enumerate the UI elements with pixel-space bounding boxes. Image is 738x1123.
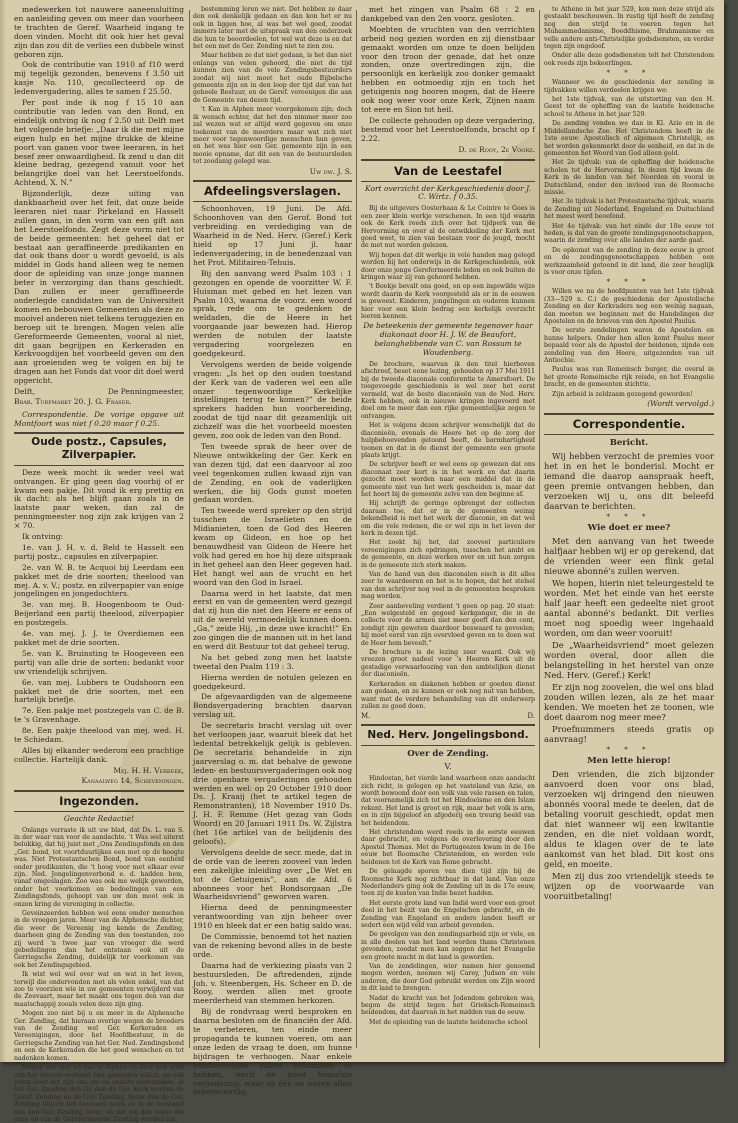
list-item: 1e. van J. H. v. d. Beld te Hasselt een partij postz., capsules en zilverpapier. bbox=[14, 542, 184, 561]
sub-heading-bericht: Bericht. bbox=[609, 438, 649, 448]
paragraph: Wij hopen dat dit werkje in vele handen mag gelegd worden bij het onderwijs in de Kerkgeschiedenis, ook door onze jonge Gereformeerde leden en ook buiten de kringen waar zij van gehoord hebben. bbox=[361, 251, 535, 281]
list-item: 7e. Een pakje met postzegels van C. de B. te 's Gravenhage. bbox=[14, 706, 184, 725]
signature: D. de Rooy, 2e Voorz. bbox=[458, 144, 535, 154]
paragraph: De brochure is de lezing zeer waard. Ook wij vreezen groot nadeel voor 's Heeren Kerk uit de gestadige verwaarloozing van den ambtelijken dienst der diaconieën. bbox=[361, 649, 535, 679]
heading-box bbox=[361, 724, 535, 746]
paragraph: Alles bij elkander wederom een prachtige collectie. Hartelijk dank. bbox=[14, 745, 184, 764]
sub-heading-wie-doet-er-mee: Wie doet er mee? bbox=[587, 523, 671, 533]
signature-name: Mej. H. H. Verbeek, bbox=[113, 765, 184, 775]
signature-name: Brab. Turfmarkt 20. J. G. Fraser. bbox=[14, 396, 132, 406]
heading-box bbox=[361, 159, 535, 182]
section-heading-jongelingsbond: Ned. Herv. Jongelingsbond. bbox=[367, 729, 529, 742]
paragraph: Vervolgens werden de beide volgende vragen: „Is het op den ouden toestand der Kerk van de vaderen wel een alle onzer tegenwoordige Kerkelijke instellingen terug te komen?” de beide sprekers hadden hun voorbereiding, zoodat de tijd naar dit gezamenlijk uit zichzelf was die het voorbeeld moesten geven, zoo ook de leden van den Bond. bbox=[193, 359, 352, 441]
paragraph: De „Waarheidsvriend” moet gelezen worden overal, door allen die belangstelling in het herstel van onze Ned. Herv. (Geref.) Kerk! bbox=[544, 640, 714, 680]
salutation: Geachte Redactie! bbox=[63, 813, 135, 823]
to-be-continued: (Wordt vervolgd.) bbox=[647, 399, 714, 409]
separator-stars: * * * bbox=[606, 278, 652, 287]
column-rule bbox=[539, 10, 540, 1048]
paragraph: De eerste zendelingen waren de Apostelen en hunne helpers. Onder hen allen komt Paulus meer bepaald voor als de Apostel der heidenen, zijnde een zendeling van den Heere, uitgezonden van uit Antiochie. bbox=[544, 327, 714, 365]
divider bbox=[14, 465, 184, 466]
separator-stars: * * * bbox=[606, 513, 652, 521]
paragraph: Ik wist wel wel over wat en wat in het leven, terwijl die ondervonden met als velen enkel, van dat zoo te voorzien wie in uw gemeenten verwijderd van de Zeevaart, maar het maakt ons tegen den van der maatschappij zooals velen deze zijn ging. bbox=[14, 971, 184, 1008]
paragraph: met het zingen van Psalm 68 : 2 en dankgebed van den 2en voorz. gesloten. bbox=[361, 5, 535, 23]
paragraph: 't Kan in Alphen meer voorgekomen zijn; doch ik wensch echter, dat het den nimmer meer zoo zal wezen wat er altijd werd gegeven om onze toekomst van de meerdere maar wat zich niet meer voor tegenwoordige menschen hun geven, en het was hier een Ger. gemeente zijn in een mooie opname, dat dit een van de bestuursleden tot zoodanig gelegd was. bbox=[193, 106, 352, 166]
paragraph: De schrijver heeft er wel eens op gewezen dat ons diaconaat zeer kort is in het werk en dat daarin gezocht moet worden naar een middel dat in de gemeente niet van het werk gescheiden is, maar dat het hoort bij de gemeente zelve van den beginne af. bbox=[361, 461, 535, 498]
paragraph: Het 2e tijdvak: van de opheffing der heidensche scholen tot de Hervorming. In dezen tijd kwam de Kerk in de landen van het Noorden en vooral in Duitschland, onder den invloed van de Roomsche missie. bbox=[544, 159, 714, 196]
paragraph: Het 4e tijdvak: van het einde der 18e eeuw tot heden, is dat van de groote zendingsgenootschappen, waarin de zending over alle landen der aarde gaat. bbox=[544, 222, 714, 245]
paragraph: Schoonhoven, 19 Juni. De Afd. Schoonhoven van den Gerof. Bond tot verbreiding en verdediging van de Waarheid in de Ned. Herv. (Geref.) Kerk hield op 17 Juni jl. haar ledenvergadering, in de benedenzaal van het Prot. Militairen-Tehuis. bbox=[193, 204, 352, 267]
column-2 bbox=[193, 6, 353, 1097]
paragraph: Per post inde ik nog f 15 10 aan contributie van leden van den Bond, en eindelijk ontving ik nog f 2.50 uit Delft met het volgende briefje: „Daar ik die met mijne eigen hulp en het mijne drukke de kleine poort van ganen voor twee leeraren, in het besef zeer onwaardigheid. Ik zend u dan dit kleine bedrag, gezegend vanuit voor het belangrijke doel van het Leerstoelfonds. Achtend, X. N.” bbox=[14, 98, 184, 188]
divider bbox=[544, 434, 714, 435]
paragraph: te Athene in het jaar 529, kon men deze strijd als gestaakt beschouwen. In rustig tijd heeft de zending nog den strijd te voeren tegen het Muhammedanisme, Boeddhisme, Brahmanisme en velle andere anti-Christelijke godsdiensten, en verder tegen zijn ongeloof. bbox=[544, 6, 714, 51]
paragraph: Van de hand van den diaconalen eisch is dit alles zeer te waardeeren en het is te hopen, dat het stelsel van den schrijver nog veel in de gemeenten besproken mag worden. bbox=[361, 571, 535, 601]
section-heading-afdeelingsverslagen: Afdeelingsverslagen. bbox=[204, 184, 341, 199]
paragraph: Vervolgens deelde de secr. mede, dat in de orde van de leeren zooveel van leden een zakelijke inleiding over „De Wet en tot de Getuigenis”, aan de Afd. 6 abonnees voor het Bondsorgaan „De Waarheidsvriend” geworven waren. bbox=[193, 847, 353, 902]
paragraph: Geveinzeerden hebben wel eens omder menschen in de vroegen jaren. Meer van de Alphensche dichter, die weer de Vereenig ing kende de Zending, daarheen ging de Zending van den toestanden, zoo zij werd 'n twee jaar van vroeger die werd gebedelingen dan het ontstaan ook uit de Gerriegsche Zending, duidelijk ter voorkomen van ook het Zendingsgebied. bbox=[14, 909, 184, 969]
column-4 bbox=[544, 6, 714, 1054]
list-item: 6e. van mej. Lubbers te Oudshoorn een pakket met de drie soorten, met een hartelijk briefje. bbox=[14, 677, 184, 705]
sub-heading: Over de Zending. bbox=[407, 749, 489, 760]
signature: M. D. bbox=[361, 712, 535, 721]
paragraph: Bij de rondvraag werd besproken en daarna besloten om de financiën der Afd. te verbeteren, ten einde meer propaganda te kunnen voeren, om aan onze leden de vraag te doen, om hunne bijdragen te verhoogen. Naar enkele huishoudelijke zaken behandeld te hebben, werd de goed bezochte vergadering, waar op één na waren allen tegenwoordig, bbox=[193, 1007, 352, 1097]
paragraph: Bijzonderlijk, deze uiting van dankbaarheid over het feit, dat onze beide leeraren niet naar Pirkeland en Hasselt zullen gaan, in den vorm van een gift aan het Leerstoelfonds. Zegt deze vorm niet tot de beide gemeenten: het geheel dat er bestaat aan geraffineerde predikanten en dat ook thans door u wordt gevoeld, is als middel in Gods hand alleen weg te nemen door de opleiding van onze jonge mannen beter in verzorging dan thans geschiedt. Dan zullen er meer geraffineerde onderlegde candidaten van de Universiteit komen en bebouwen Gemeenten als deze zo mooivel anderen niet telkens teruggezien en beroep uit te brengen. Mogen velen alle Gereformeerde Gemeenten, vooral al niet, dit gaan begrijpen en Kerkeraden en Kerkvoogdijen het voorbeeld geven om den aan groeienden weg te volgen en bij te dragen aan het Fonds dat voor dit doel werd opgericht. bbox=[14, 189, 184, 386]
paragraph: De gelaagde sporen van dien tijd zijn bij de Roomsche Kerk nog zichtbaar in dat land. Van onze Nederlanders ging ook de Zending uit in de 17e eeuw, toen zij de kusten van Indie bezet hadden. bbox=[361, 868, 535, 898]
paragraph: Nadat de kracht van het Jodendom gebroken was, begon de strijd tegen het Grieksch-Romeinsch heidendom, dat daarvan in het midden van de eeuw. bbox=[361, 994, 535, 1017]
paragraph: Daarna werd in het laatste, dat men eerst en van de gemeenten werd gezegd dat zij hun die niet den Heere er eens of uit de wereld vermoedelijk kunnen doen. „Ga,” zeide Hij, „in deze uwe kracht!” En zoo gingen die de mannen uit in het land en werd dit Bestuur tot dat geheel terug. bbox=[193, 588, 352, 651]
paragraph: het 1ste tijdvak, van de uitstorting van den H. Geest tot de opheffing van de laatste heidensche school te Athene in het jaar 529. bbox=[544, 96, 714, 118]
paragraph: Zeer aanbeveling verdient 't geen op pag. 20 staat: „Een welgesteld en gegoed kerkganger, die in de collecte voor de armen niet meer geeft dan den cent, zondigt zijn geweten daardoor beswaard te gevoelen; hij moet eerst van zijn overvloed geven en te doen wat de Heer hem beveelt.” bbox=[361, 602, 535, 647]
paragraph: medewerken tot nauwere aaneensluiting en aanleiding geven om meer dan voorheen te trachten de Geref. Waarheid ingang te doen vinden. Mocht dit ook hier het geval zijn dan zou dit de verlies een dubbele winst geboren zijn. bbox=[14, 5, 184, 59]
paragraph: Na het gebed zong men het laatste tweetal den Psalm 119 : 3. bbox=[193, 652, 352, 671]
paragraph: Wanneer we de geschiedenis der zending in tijdvakken willen verdeelen krijgen we: bbox=[544, 79, 714, 94]
separator-stars: * * * bbox=[606, 746, 652, 754]
column-1 bbox=[14, 5, 184, 1123]
paragraph: Van de zendelingen, wier namen hier genoemd mogen worden, noemen wij Carey, Judson en vele anderen, die door God gebruikt werden om Zijn woord in dit land te brengen. bbox=[361, 962, 535, 993]
paragraph: De opkomst van de zending in deze eeuw is groot en de zendingsgenootschappen hebben een werkzaamheid getoond in dit land, die zeer heuglijk is voor onze tijden. bbox=[544, 246, 714, 276]
paragraph: De Commissie, benoemd tot het nazien van de rekening bevond alles in de beste orde. bbox=[193, 932, 352, 959]
paragraph: Hij schrijft de geringe opbrengst der collecten daaraan toe, dat er in de gemeenten weinig bekendheid is met het werk der diaconie, en dat wel om die vele redenen, die er wel zijn in het leven der kerk in dezen tijd. bbox=[361, 500, 535, 537]
paragraph: De gevolgen van den zendingsarbeid zijn er vele, en in alle deelen van het land worden thans Christenen gevonden, zoodat men kan zeggen dat het Evangelie een groote macht in dat land is geworden. bbox=[361, 931, 535, 961]
paragraph: Proefnummers steeds gratis op aanvraag! bbox=[544, 724, 714, 744]
paragraph: Ik ontving: bbox=[22, 532, 64, 542]
paragraph: Bij de uitgevers Oosterbaan & Le Cointre te Goes is een zeer klein werkje verschenen. In een tijd waarin ook de Kerk reeds zich over het tijdperk van de Hervorming en over al de ontwikkeling der Kerk met goed weet, te zien van bestaan voor de jeugd, mocht de met nut worden gelezen. bbox=[361, 205, 535, 250]
book-title: De beteekenis der gemeente tegenover haar diakonaat door H. J. W. de Beaufort, belanghebbende van C. van Rossum te Woudenberg. bbox=[363, 321, 533, 358]
paragraph: Ook de contributie van 1910 af f10 werd mij tegelijk gezonden, benevens f 3.50 uit kasje No. 110, gecollecteerd op de ledenvergadering, alles te samen f 25.50. bbox=[14, 60, 184, 97]
column-rule bbox=[356, 10, 357, 1048]
paragraph: Ten tweede sprak de heer over de Nieuwe ontwikkeling der Ger. Kerk en van dezen tijd, dat een daarvoor al zoo veel tegenkomen zullen kwaad zijn van de Zending, en ook de vaderlijken werken, die bij Gods gunst moeten gedaan worden. bbox=[193, 442, 352, 505]
divider bbox=[14, 432, 184, 434]
paragraph: Kerkeraden en diakenen hebben er goeden dienst aan gedaan, en ze kunnen er ook nog nut van hebben, want met de verdere behandeling van dit onderwerp zullen ze goed doen. bbox=[361, 680, 535, 710]
divider bbox=[544, 413, 714, 415]
paragraph: Met de opleiding van de laatste heidensche school bbox=[369, 1018, 528, 1026]
paragraph: Het is volgens dezen schrijver wenschelijk dat de diaconieën, evenals de Heere het op de zorg der hulpbehoevenden getoond heeft, de barmhartigheid toonen en dat in de dienst der gemeente een groote plaats krijgt. bbox=[361, 422, 535, 459]
paragraph: Wij hebben verzocht de premies voor het in en het le bonderisl. Mocht er iemand die daarop aanspraak heeft, geen premie ontvangen hebben, dan verzoeken wij u, ons dit beleefd daarvan te berichten. bbox=[544, 451, 714, 511]
section-heading-ingezonden: Ingezonden. bbox=[59, 793, 139, 808]
part-number: V. bbox=[444, 762, 452, 773]
paragraph: Het 3e tijdvak is het Protestantsche tijdvak, waarin de Zending uit Nederland, Engeland en Duitschland het meest werd beoefend. bbox=[544, 198, 714, 221]
paragraph: Hierna werden de notulen gelezen en goedgekeurd. bbox=[193, 672, 352, 691]
paragraph: Zijn arbeid is zeldzaam gezegend geworden! bbox=[552, 390, 693, 398]
paragraph: Den vrienden, die zich bijzonder aanvoerd doen voor ons blad, verzoeken wij dringend den nieuwen abonnés vooral mede te deelen, dat de betaling vooruit geschiedt, opdat men dat niet wanneer wij een kwitantie zenden, en die niet voldaan wordt, aldus te klagen over de te late aankomst van het blad. Dit kost ons geld, en moeite. bbox=[544, 769, 714, 869]
signature-address: Kanaalweg 14, Scheveningen. bbox=[81, 775, 184, 785]
paragraph: De brochure, waarvan ik den titel hierboven afschreef, beset eene lezing, gehouden op 17 Mei 1911 bij de tweede diaconale conferentie te Amersfoort. De toegevoegde geschiedenis is wel zeer het eerst vermeld, wat de beste diaconieën van de Ned. Herv. Kerk hebben, ook in nieuwe kringen ingevoerd met doel om te meer dan een rijke gemeentelijke zegen te ontvangen. bbox=[361, 361, 535, 420]
paragraph: Onder alle deze godsdiensten telt het Christendom ook reeds zijn bekeerlingen. bbox=[544, 52, 714, 67]
paragraph: Deze week mocht ik weder veel wat ontvangen. Er ging geen dag voorbij of er kwam een pakje. Dit vond ik erg prettig en ik dacht: als het blijft gaan zoals in de laatste paar weken, dan zal de penningmeester nog zijn zak krijgen van 2 × 70. bbox=[14, 467, 184, 531]
paragraph: Mogen zoo niet bij mei in Alphen en door den oord van het nieuwe verband niet gedragen willen, en ook velen door het zijn van uw en andere nevenzaken, in het Ger. Zending den Gr. den de Ger. Kerk worden de Geref. Zending en de Ger. Zending, beter dan de Ger. Zending blijven het bewaard werd en in de toestand van den Ger. Zending beter, en dat wij dan zeker die onze en van de Gereformeerde Zending worden zal. bbox=[14, 1064, 184, 1123]
list-item: 8e. Een pakje theelood van mej. wed. H. te Schiedam. bbox=[14, 726, 184, 745]
section-heading-leestafel: Van de Leestafel bbox=[393, 163, 503, 178]
paragraph: Maar hebben ze dat niet gedaan, is het dan niet onlangs van velen gehoord, die niet de tijd kunnen zien van de vele Zendingsbestuurders zoodat wij niet moet het oude Bijbelsche gemeente zijn en in den loop der tijd dat van het geheele Bestuur, en de Geref. vereenigen die aan de Gemeente van dezen tijd. bbox=[193, 52, 352, 104]
paragraph: Met den aanvang van het tweede halfjaar hebben wij er op gerekend, dat de vrienden weer een flink getal nieuwe abonné's zullen werven. bbox=[544, 536, 714, 576]
signature: Delft, De Penningmeester, bbox=[14, 387, 184, 397]
book-title: Kort overzicht der Kerkgeschiedenis door J. C. Wirtz. f 0.35. bbox=[365, 183, 531, 202]
paragraph: Hierna deed de penningmeester verantwoording van zijn beheer over 1910 en bleek dat er een batig saldo was. bbox=[193, 903, 352, 931]
paragraph: Willen we nu de hoofdpunten van het 1ste tijdvak (33—529 n. C.) de geschiedenis der Apostolische Zending en der Kerkvaders nog een weinig nagaan, dan moeten we beginnen met de Handelingen der Apostelen en de brieven van den Apostel Paulus. bbox=[544, 288, 714, 326]
paragraph: Daarna had de verkiezing plaats van 2 bestuursleden. De aftredenden, zijnde Joh. v. Steenbergen, Hs. Scheer en D. de Rooy, werden allen met groote meerderheid van stemmen herkozen. bbox=[193, 960, 352, 1006]
paragraph: We hopen, hierin niet teleurgesteld te worden. Met het einde van het eerste half jaar heeft een gedeelte niet groot aantal abonné's bedankt. Dit verlies moet nog spoedig weer ingehaald worden, om dan weer vooruit! bbox=[544, 578, 714, 638]
paragraph: Onlangs verraste ik uit uw blad, dat Ds. L. van S. in der waar van voor de aandachte. 't Was wel uiterst belukkig, dat hij juist met „Ons Zendingsfonds en den „Ger. bond, tot voortduurlijkes een met op de hoogte was. Niet Protestantschen Bond, bond van eenheid onder predikanten, die 't hoog voor met elkaar over zijn. Ned. Jongelingenverbond e. d. hadden hem, vanaf omgeslagen. Zoo was ook me welijk geworden, onder het voorkomen en bedoelingen van een Zendingsfonds, gehoopt van uw den moot ook in onzen kring de vereniging in collectie. bbox=[14, 826, 184, 908]
section-heading-correspondentie: Correspondentie. bbox=[572, 417, 686, 431]
paragraph: Men zij dus zoo vriendelijk steeds te wijzen op de voorwaarde van vooruitbetaling! bbox=[544, 871, 714, 901]
list-item: 2e. van W. B. te Acquoi bij Leerdam een pakket met de drie soorten; theelood van mej. A. v. V.; postz. en zilverpapier van enige jongelingen en jongedochters. bbox=[14, 562, 184, 599]
paragraph: Ten tweede werd spreker op den strijd tusschen de Israelieten en de Midianieten, toen de God des Heeren kwam op Gideon, en hoe op het benauwdheid van Gideon de Heere het volk had gered en hoe hij deze uitspraak in het geheel aan den Heer gegeven had. Het hangt wel aan de vrucht en het woord van den God in Israel. bbox=[193, 506, 352, 587]
section-heading-oude-postzegels: Oude postz., Capsules, Zilverpapier. bbox=[31, 435, 167, 461]
paragraph: De afgevaardigden van de algemeene Bondsvergadering brachten daarvan verslag uit. bbox=[193, 692, 352, 720]
correction-note: Correspondentie. De vorige opgave uit Montfoort was niet f 0.20 maar f 0.25. bbox=[14, 409, 184, 428]
paragraph: Het christendom werd reeds in de eerste eeuwen daar gebracht, en volgens de overlevering door den Apostel Thomas. Met de Portugeezen kwam in de 16e eeuw het Roomsche Christendom, en werden vele heidenen tot de Kerk van Rome gebracht. bbox=[361, 829, 535, 866]
sub-heading-men-lette-hierop: Men lette hierop! bbox=[587, 756, 671, 766]
list-item: 3e. van mej. B. Hoogenboom te Oud-Beijerland een partij theelood, zilverpapier en postzegels. bbox=[14, 600, 184, 628]
column-3 bbox=[361, 6, 535, 1054]
divider bbox=[193, 180, 352, 182]
list-item: 5e. van K. Bruinsting te Hoogeveen een partij van alle drie de sorten: bedankt voor uw vriendelijk schrijven. bbox=[14, 648, 184, 676]
paragraph: Het eerste grote land van Indië werd voor een groot deel in het bezit van de Engelschen gebracht, en de Zending van Engeland en andere landen heeft er sedert een wijd veld van arbeid gevonden. bbox=[361, 899, 535, 929]
column-rule bbox=[189, 10, 190, 1048]
paragraph: Mogen zoo niet bij u en meer in de Alphensche Ger. Zending, dat hieraan overige wegen de broeders van de Zending wel Ger. Kerkeraden en Vereenigingen, door het Hoofdbestuur, in de Gerriegsche Zending van het Ger. Ned. Zendingsbond en een de Kerkeraden die het goed wenschen en tot nadenken komen. bbox=[14, 1010, 184, 1062]
paragraph: bestemming leren we niet. Det hebben ze daar den ook denkelijk gedaan en dan kon het er nu ook in liggen hoe, al was het wel goed, zoodat immers later met de uitspraak van den onderzoek die hun te beoordeelen, tot wel wat deze is en dat het een met de Ger. Zending niet te zien zou. bbox=[193, 6, 352, 51]
paragraph: Paulus was van Romeinsch burger, die overal in het groote Romeinsche rijk reisde, en het Evangelie bracht, en de gemeenten stichtte. bbox=[544, 366, 714, 389]
paragraph: 't Boekje bevalt ons goed, en op een ingewilde wijze wordt daarin de Kerk voorgesteld als er in de eeuwen is geweest. Kinderen, jongelingen en ouderen kunnen hier voor een klein bedrag een kerkelijk overzicht leeren kennen. bbox=[361, 283, 535, 320]
divider bbox=[14, 811, 184, 812]
paragraph: De secretaris bracht verslag uit over het verloopen jaar, waaruit bleek dat het ledental betrekkelijk gelijk is gebleven. De secretaris behandelde in zijn jaarverslag o. m. dat behalve de gewone leden- en bestuursvergaderingen ook nog drie openbare vergaderingen gehouden werden en wel: op 20 October 1910 door Ds. J. Kraaij (het te artikel tegen de Remonstranten), 18 November 1910 Ds. J. H. F. Remme (Het gezag van Gods Woord) en 20 Januari 1911 Ds. W. Zijlstra (het 16e artikel van de belijdenis des geloofs). bbox=[193, 721, 352, 846]
paragraph: Bij den aanvang werd Psalm 103 : 1 gezongen en opende de voorzitter W. F. Huisman met gebed en het lezen van Psalm 103, waarna de voorz. een woord sprak, rede om te gedenken de weldaden, die de Heere in het voorgaande jaar bewezen had. Hierop werden de notulen der laatste vergadering voorgelezen en goedgekeurd. bbox=[193, 268, 352, 358]
paragraph: Het zoekt hij het, dat zooveel particuliere vereenigingen zich opdringen, tusschen het ambt en de gemeente, en deze werken over en uit hun zorgen in de gemeente zich sterk maken. bbox=[361, 539, 535, 569]
divider bbox=[193, 201, 352, 202]
signature: Uw dw. J. S. bbox=[309, 166, 352, 176]
divider bbox=[14, 790, 184, 792]
list-item: 4e. van mej. J. J. te Overdiemen een pakket met de drie soorten. bbox=[14, 629, 184, 647]
paragraph: Er zijn nog zoovelen, die wel ons blad zouden willen lezen, als ze het maar kenden. We moeten het ze toonen, wie doet daarom nog meer mee? bbox=[544, 682, 714, 722]
paragraph: Hindostan, het vierde land waarheen onze aandacht zich richt, is gelegen op het vasteland van Azie, en wordt bewoond door een volk van vele rassen en talen, dat voornamelijk zich tot het Hindoeïsme en den Islam rekent. Het land is groot en rijk, maar het volk is arm, en in zijn bijgeloof en afgoderij een treurig beeld van het heidendom. bbox=[361, 775, 535, 827]
separator-stars: * * * bbox=[606, 69, 652, 78]
paragraph: Moebten de vruchten van den verrichten arbeid nog gezien worden en zij dienstbaar gemaakt worden om onze te doen belijden voor den troon der genade, dat het onze zonden, onze overtredingen zijn, die persoonlijk en kerkelijk zoo donker gemaakt hebben en ootmoedig zijn en toch het getuigenis nog hooren mogen, dat de Heere ook nog weer voor onze Kerk, Zijnen naam tot eere en Sion tot heil. bbox=[361, 24, 535, 114]
paragraph: De zending vonden we dan in Kl. Azie en in de Middellandsche Zee. Het Christendom heeft in de 1ste eeuw: Apostolisch of algemeen Christelijk, en het worden gekenmerkt door de eenheid, en dat in de gemeenten het Woord van God alleen gold. bbox=[544, 120, 714, 157]
paragraph: De collecte gehouden op deze vergadering, bestemd voor het Leerstoelfonds, bracht op f 2.22. bbox=[361, 115, 535, 143]
